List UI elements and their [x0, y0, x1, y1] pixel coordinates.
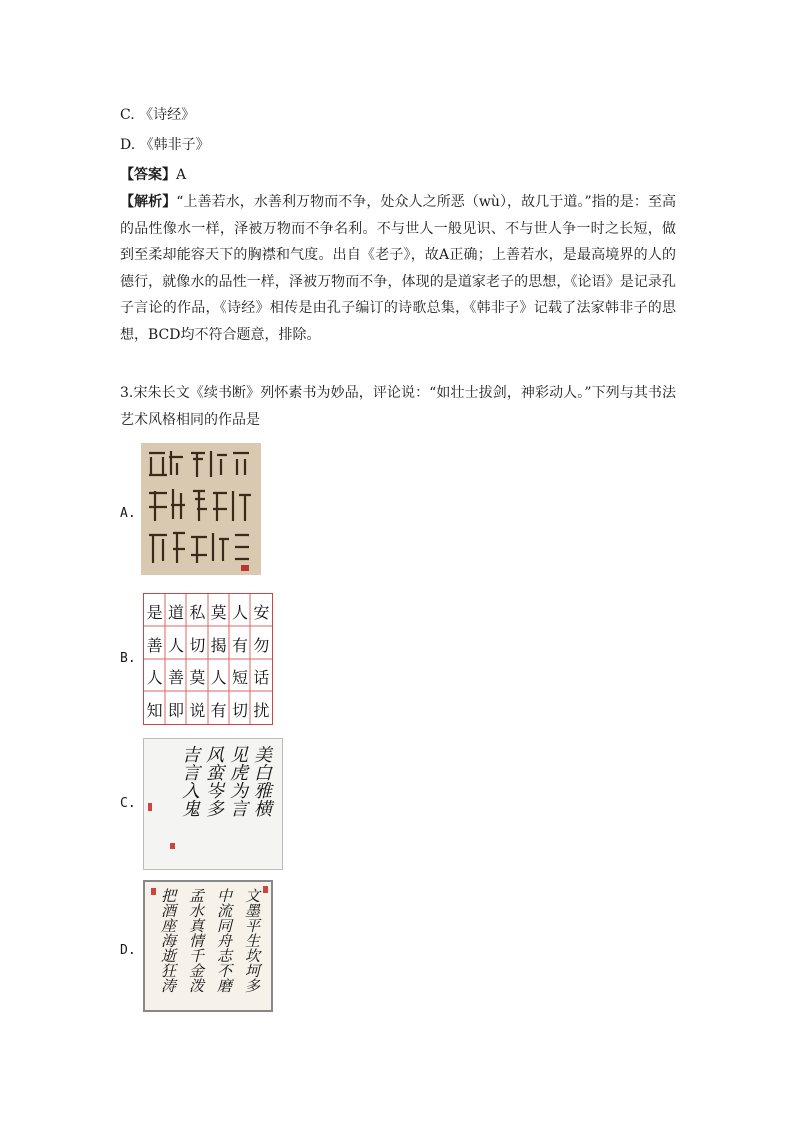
seal-mark: [151, 888, 156, 895]
calligraphy-column: 风蛮岑多: [203, 745, 224, 817]
answer-tag: 【答案】: [120, 167, 176, 183]
calligraphy-column: 把酒座海逝狂涛: [159, 888, 177, 993]
grid-character: 莫: [189, 668, 206, 687]
grid-character: 切: [189, 635, 206, 655]
seal-mark: [263, 886, 268, 893]
grid-character: 莫: [210, 603, 227, 622]
calligraphy-d-image: [143, 880, 273, 1012]
option-d: D. 《韩非子》: [120, 137, 210, 153]
grid-character: 话: [253, 668, 270, 687]
calligraphy-column: 中流同舟志不磨: [215, 888, 233, 993]
grid-character: 安: [253, 603, 270, 622]
analysis-text: “上善若水，水善利万物而不争，处众人之所恶（wù），故几于道。”指的是：至高的品性像水一样，泽被万物而不争名利。不与世人一般见识、不与世人争一时之长短，做到至柔却能容天下的胸襟和气度。出自《老子》，故A正确；上善若水，是最高境界的人的德行，就像水的品性一样，泽被万物而不争，体现的是道家老子的思想，《论语》是记录孔子言论的作品，《诗经》相传是由孔子编订的诗歌总集，《韩非子》记载了法家韩非子的思想，BCD均不符合题意，排除。: [120, 194, 677, 343]
grid-character: 善: [167, 668, 184, 687]
option-a-label: A.: [120, 506, 136, 521]
analysis-paragraph: [120, 189, 676, 348]
calligraphy-column: 美白雅横: [251, 745, 272, 817]
answer-value: A: [176, 167, 187, 183]
grid-character: 人: [167, 635, 184, 655]
calligraphy-column: 见虎为言: [227, 745, 248, 817]
option-c-label: C.: [120, 796, 136, 811]
answer-line: [120, 164, 186, 184]
grid-character: 私: [189, 603, 206, 622]
grid-character: 人: [146, 668, 163, 687]
grid-character: 揭: [210, 635, 227, 655]
calligraphy-c-image: [143, 738, 283, 870]
grid-character: 知: [146, 700, 163, 720]
seal-mark: [148, 803, 152, 811]
grid-character: 说: [189, 700, 206, 720]
grid-character: 道: [167, 603, 184, 622]
grid-character: 扰: [253, 700, 270, 720]
grid-character: 是: [146, 603, 163, 622]
analysis-tag: 【解析】: [120, 194, 177, 210]
grid-character: 切: [231, 700, 248, 720]
grid-character: 短: [231, 668, 248, 687]
question-3: 3.宋朱长文《续书断》列怀素书为妙品，评论说：“如壮士拔剑，神彩动人。”下列与其书法艺术风格相同的作品是: [120, 385, 676, 428]
grid-character: 勿: [253, 635, 270, 655]
calligraphy-a-image: [141, 443, 261, 575]
grid-character: 有: [231, 635, 248, 655]
seal-script-drawing: [141, 443, 261, 575]
grid-character: 人: [210, 668, 227, 687]
seal-mark: [170, 843, 175, 849]
grid-character: 有: [210, 700, 227, 720]
option-c: C. 《诗经》: [120, 107, 196, 123]
grid-character: 人: [231, 603, 248, 622]
calligraphy-column: 孟水真情千金泼: [187, 888, 205, 993]
option-b-label: B.: [120, 651, 136, 666]
calligraphy-column: 文墨平生坎坷多: [243, 888, 261, 993]
grid-character: 善: [146, 635, 163, 655]
calligraphy-column: 吉言入鬼: [179, 745, 200, 817]
calligraphy-b-image: [143, 593, 273, 725]
option-d-label: D.: [120, 943, 136, 958]
grid-character: 即: [167, 700, 184, 720]
